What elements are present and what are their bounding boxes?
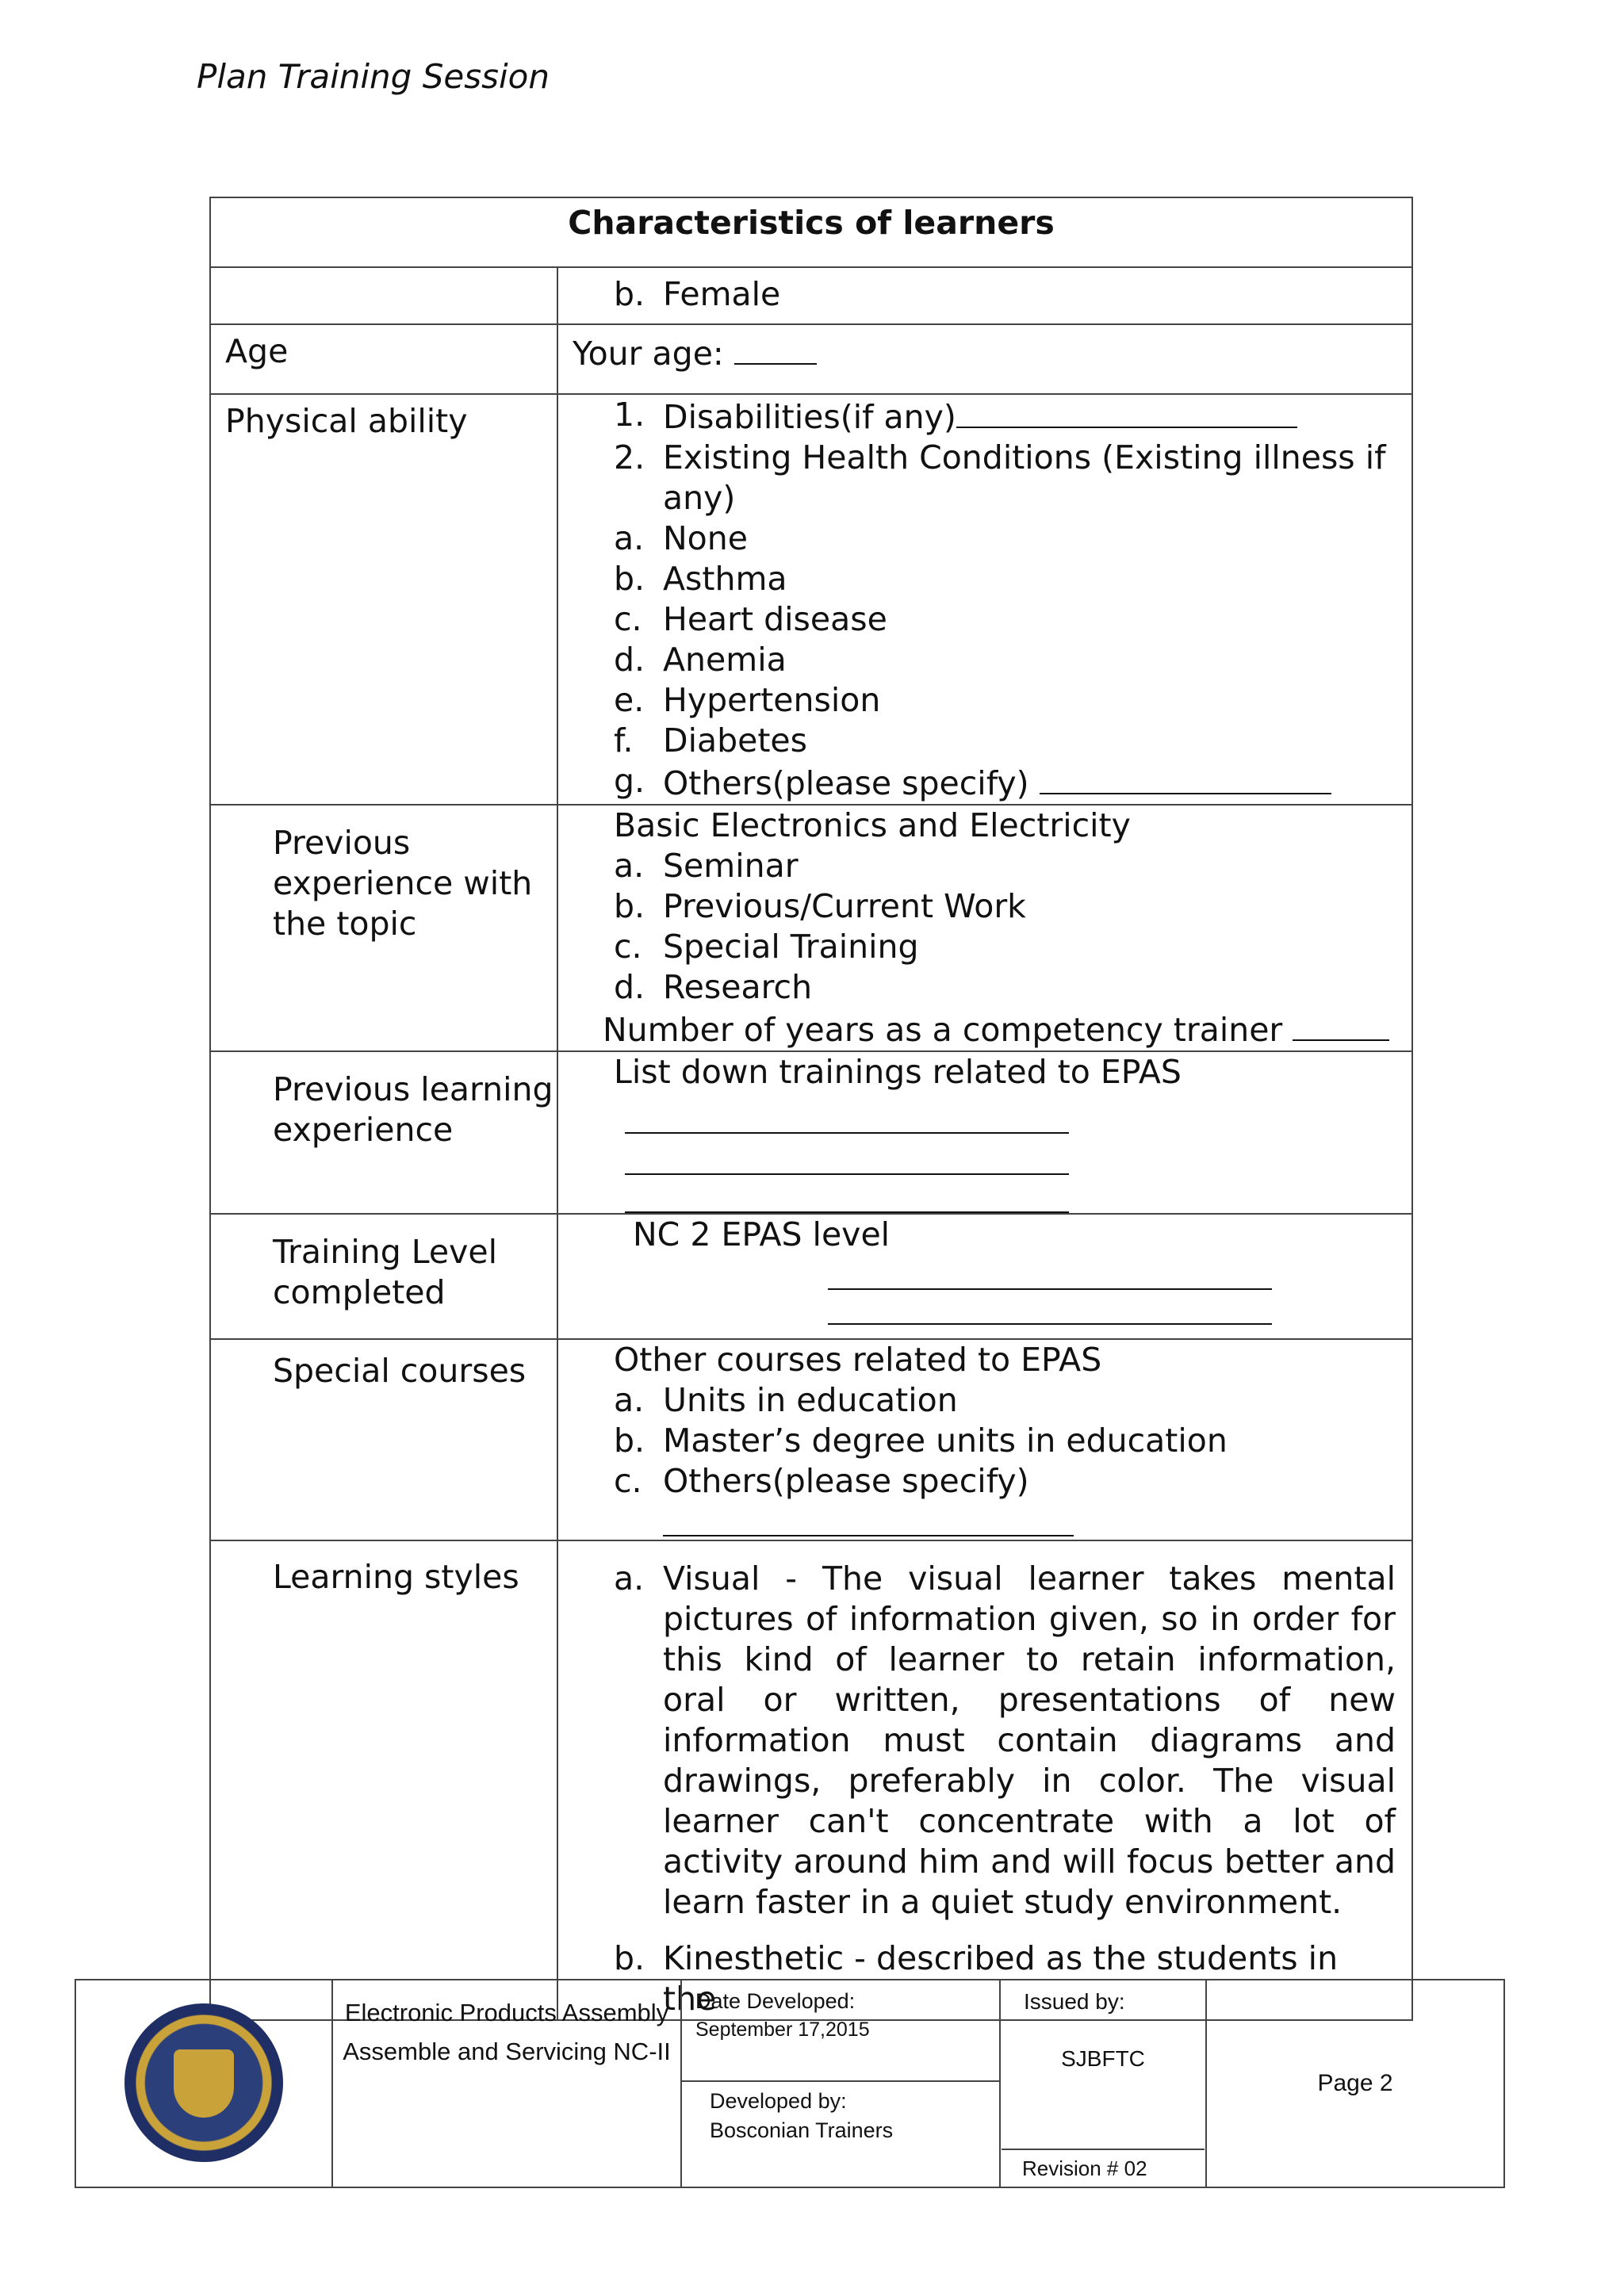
years-trainer-line xyxy=(603,1008,1411,1050)
option-letter: f. xyxy=(614,721,634,760)
list-item xyxy=(614,599,1411,640)
developer-cell xyxy=(681,2081,1000,2187)
list-item xyxy=(614,761,1411,804)
option-letter: a. xyxy=(614,1559,645,1598)
answer-line[interactable] xyxy=(625,1134,1069,1175)
option-letter: c. xyxy=(614,600,642,638)
option-text: Others(please specify) xyxy=(663,1462,1029,1500)
document-footer xyxy=(75,1979,1505,2188)
option-letter: g. xyxy=(614,762,645,800)
age-prompt: Your age: xyxy=(573,335,724,373)
training-level-label: Training Level completed xyxy=(210,1214,557,1339)
option-letter: b. xyxy=(614,887,645,925)
list-item xyxy=(614,680,1411,721)
previous-learning-cell xyxy=(557,1051,1412,1214)
section-heading: Other courses related to EPAS xyxy=(614,1341,1102,1379)
revision-number: Revision # 02 xyxy=(1002,2149,1205,2186)
option-letter: b. xyxy=(614,560,645,598)
option-text: Diabetes xyxy=(663,721,807,760)
date-cell xyxy=(681,1980,1000,2081)
list-item xyxy=(614,1421,1411,1461)
date-value: September 17,2015 xyxy=(695,2019,870,2041)
disabilities-blank[interactable] xyxy=(956,395,1297,428)
kinesthetic-description: Kinesthetic - described as the students in the xyxy=(663,1939,1339,2018)
option-text: Asthma xyxy=(663,560,787,598)
option-letter: e. xyxy=(614,681,645,719)
option-text: Master’s degree units in education xyxy=(663,1422,1228,1460)
learning-styles-cell xyxy=(557,1540,1412,2020)
list-item xyxy=(614,1461,1411,1502)
option-text: None xyxy=(663,519,748,557)
list-item xyxy=(614,1380,1411,1421)
section-heading: Basic Electronics and Electricity xyxy=(614,806,1131,844)
age-blank[interactable] xyxy=(734,331,817,365)
list-item xyxy=(614,559,1411,599)
school-seal-icon xyxy=(124,2003,283,2162)
learning-styles-label: Learning styles xyxy=(210,1540,557,2020)
option-letter: b. xyxy=(614,275,645,313)
list-item xyxy=(614,721,1411,761)
list-item xyxy=(614,846,1411,886)
special-courses-cell xyxy=(557,1339,1412,1540)
page-header-title: Plan Training Session xyxy=(197,57,550,96)
disabilities-label: Disabilities(if any) xyxy=(663,398,956,436)
answer-line[interactable] xyxy=(828,1255,1272,1290)
previous-experience-label: Previous experience with the topic xyxy=(210,805,557,1051)
option-letter: d. xyxy=(614,641,645,679)
option-text: Previous/Current Work xyxy=(663,887,1026,925)
option-text: Research xyxy=(663,968,813,1006)
option-text: Anemia xyxy=(663,641,787,679)
others-label: Others(please specify) xyxy=(663,764,1029,802)
table-caption: Characteristics of learners xyxy=(210,197,1412,267)
option-letter: d. xyxy=(614,968,645,1006)
issued-value: SJBFTC xyxy=(1061,2046,1145,2071)
item-text xyxy=(663,395,1297,438)
option-text xyxy=(663,761,1331,804)
answer-line[interactable] xyxy=(663,1502,1074,1536)
previous-experience-cell xyxy=(557,805,1412,1051)
option-letter: a. xyxy=(614,519,645,557)
training-level-cell xyxy=(557,1214,1412,1339)
option-letter: c. xyxy=(614,1462,642,1500)
answer-line[interactable] xyxy=(625,1175,1069,1213)
option-letter: c. xyxy=(614,928,642,966)
list-item xyxy=(614,927,1411,967)
logo-cell xyxy=(75,1980,332,2187)
item-number: 1. xyxy=(614,396,645,434)
item-text: Existing Health Conditions (Existing illness if any) xyxy=(663,438,1386,517)
years-blank[interactable] xyxy=(1293,1008,1389,1041)
list-item xyxy=(614,1559,1396,1923)
list-item xyxy=(614,967,1411,1008)
option-text: Hypertension xyxy=(663,681,881,719)
learner-characteristics-table xyxy=(209,197,1413,2021)
list-item xyxy=(614,519,1411,559)
developed-label: Developed by: xyxy=(710,2089,847,2113)
issued-cell xyxy=(1000,1980,1206,2081)
previous-learning-label: Previous learning experience xyxy=(210,1051,557,1214)
item-number: 2. xyxy=(614,438,645,476)
revision-cell xyxy=(1000,2081,1206,2187)
section-heading: List down trainings related to EPAS xyxy=(614,1053,1182,1091)
option-text: Units in education xyxy=(663,1381,958,1419)
age-label: Age xyxy=(210,324,557,394)
course-title: Electronic Products Assembly Assemble and Servicing NC-II xyxy=(332,1980,681,2187)
sex-label-cell xyxy=(210,267,557,324)
option-text: Seminar xyxy=(663,847,799,885)
others-blank[interactable] xyxy=(1040,761,1331,794)
date-label: Date Developed: xyxy=(695,1989,856,2013)
special-courses-label: Special courses xyxy=(210,1339,557,1540)
developed-value: Bosconian Trainers xyxy=(710,2118,894,2142)
list-item xyxy=(614,438,1411,519)
option-letter: b. xyxy=(614,1939,645,1977)
list-item xyxy=(614,395,1411,438)
physical-ability-cell xyxy=(557,394,1412,805)
option-letter: a. xyxy=(614,847,645,885)
page-number: Page 2 xyxy=(1206,1980,1504,2187)
option-text: Heart disease xyxy=(663,600,887,638)
option-letter: a. xyxy=(614,1381,645,1419)
issued-label: Issued by: xyxy=(1024,1989,1125,2014)
sex-option-cell xyxy=(557,267,1412,324)
option-text: Female xyxy=(663,275,781,313)
training-level-text: NC 2 EPAS level xyxy=(633,1215,891,1253)
list-item xyxy=(614,640,1411,680)
physical-ability-label: Physical ability xyxy=(210,394,557,805)
visual-description: Visual - The visual learner takes mental pictures of information given, so in order for this kind of learner to retain information, oral or written, presentations of new information must contain diagrams and drawings, preferably in color. The visual learner can't concentrate with a lot of activity around him and will focus better and learn faster in a quiet study environment. xyxy=(663,1559,1396,1921)
option-text: Special Training xyxy=(663,928,919,966)
answer-line[interactable] xyxy=(625,1093,1069,1134)
age-field-cell xyxy=(557,324,1412,394)
answer-line[interactable] xyxy=(828,1290,1272,1325)
option-letter: b. xyxy=(614,1422,645,1460)
list-item xyxy=(614,886,1411,927)
years-trainer-label: Number of years as a competency trainer xyxy=(603,1011,1283,1049)
